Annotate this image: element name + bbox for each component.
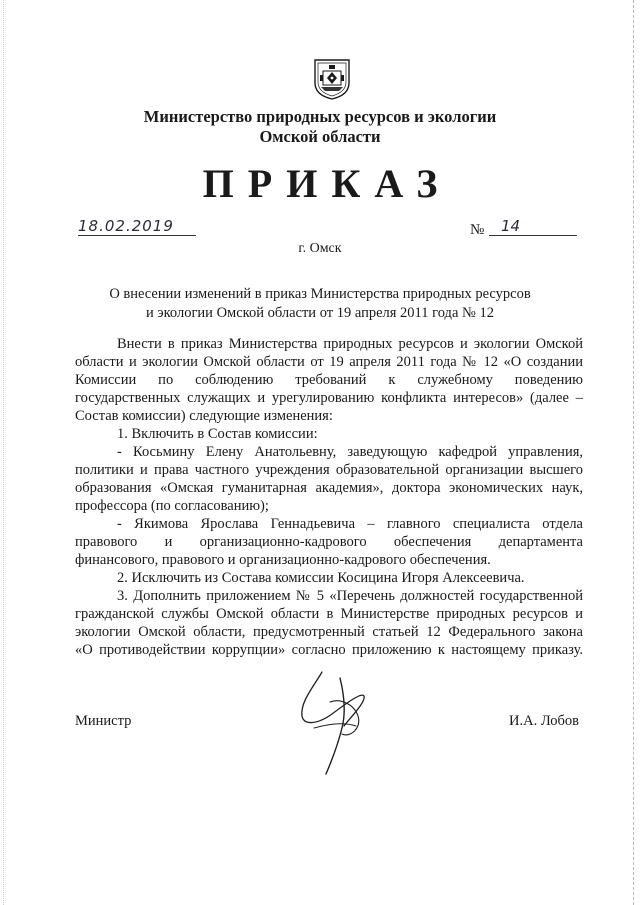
body-line: Состав комиссии) следующие изменения: (75, 408, 333, 424)
body-line: Комиссии по соблюдению требований к служебному поведению (75, 372, 583, 388)
order-number-sign: № (470, 222, 485, 238)
omsk-coat-of-arms-icon (311, 57, 353, 101)
body-line: «О противодействии коррупции» согласно приложению к настоящему приказу. (75, 642, 583, 658)
order-subject-line2: и экологии Омской области от 19 апреля 2011 года № 12 (146, 305, 494, 321)
body-line: финансового, правового и организационно-кадрового обеспечения. (75, 552, 491, 568)
body-line: экологии Омской области, предусмотренный статьей 12 Федерального закона (75, 624, 583, 640)
order-number: 14 (489, 217, 577, 236)
body-line: гражданской службы Омской области в Министерстве природных ресурсов и (75, 606, 583, 622)
handwritten-signature (292, 668, 384, 778)
body-line: - Косьмину Елену Анатольевну, заведующую кафедрой управления, (117, 444, 583, 460)
signatory-position: Министр (75, 713, 132, 729)
body-line: Внести в приказ Министерства природных ресурсов и экологии Омской (117, 336, 583, 352)
ministry-name-line2: Омской области (259, 127, 381, 146)
document-title: ПРИКАЗ (202, 161, 452, 206)
body-line: 1. Включить в Состав комиссии: (117, 426, 318, 442)
order-subject-line1: О внесении изменений в приказ Министерства природных ресурсов (109, 286, 531, 302)
body-line: профессора (по согласованию); (75, 498, 269, 514)
order-date: 18.02.2019 (78, 217, 196, 236)
body-line: государственных служащих и урегулированию конфликта интересов» (далее – (75, 390, 583, 406)
ministry-name-line1: Министерство природных ресурсов и экологии (143, 107, 497, 126)
body-line: образования «Омская гуманитарная академия», доктора экономических наук, (75, 480, 583, 496)
body-line: политики и права частного учреждения образовательной организации высшего (75, 462, 583, 478)
body-line: 3. Дополнить приложением № 5 «Перечень должностей государственной (117, 588, 583, 604)
body-line: 2. Исключить из Состава комиссии Косицина Игоря Алексеевича. (117, 570, 525, 586)
body-line: - Якимова Ярослава Геннадьевича – главного специалиста отдела (117, 516, 583, 532)
body-line: правового и организационно-кадрового обеспечения департамента (75, 534, 583, 550)
signatory-name: И.А. Лобов (509, 713, 580, 729)
order-city: г. Омск (298, 241, 342, 256)
body-line: области и экологии Омской области от 19 апреля 2011 года № 12 «О создании (75, 354, 583, 370)
